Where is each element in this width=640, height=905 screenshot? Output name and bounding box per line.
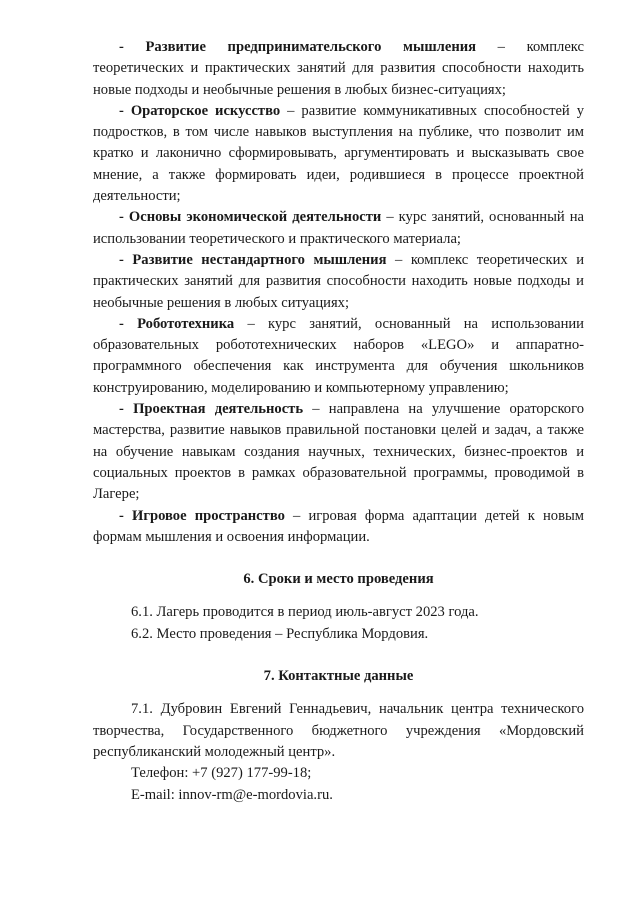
spacer bbox=[93, 548, 584, 569]
item-title: - Игровое пространство bbox=[119, 507, 285, 524]
section-7-paragraph-1: 7.1. Дубровин Евгений Геннадьевич, начальник центра технического творчества, Государственного бюджетного учреждения «Мордовский республиканский молодежный центр». bbox=[93, 701, 584, 760]
spacer bbox=[93, 590, 584, 602]
contact-phone: Телефон: +7 (927) 177-99-18; bbox=[131, 765, 312, 782]
contact-email: E-mail: innov-rm@e-mordovia.ru. bbox=[131, 786, 333, 803]
item-text: – игровая форма адаптации детей к новым формам мышления и освоения информации. bbox=[93, 507, 584, 545]
list-item bbox=[93, 250, 584, 314]
spacer bbox=[93, 687, 584, 699]
section-6-paragraph-2: 6.2. Место проведения – Республика Мордовия. bbox=[131, 625, 429, 642]
item-title: - Ораторское искусство bbox=[119, 102, 281, 119]
list-item bbox=[93, 37, 584, 101]
item-title: - Развитие предпринимательского мышления bbox=[119, 39, 477, 55]
item-text: – комплекс теоретических и практических занятий для развития способности находить новые подходы и необычные решения в любых бизнес-ситуациях; bbox=[93, 39, 584, 98]
item-text: – курс занятий, основанный на использовании теоретического и практического материала; bbox=[93, 209, 584, 247]
item-text: – направлена на улучшение ораторского мастерства, развитие навыков правильной постановки целей и задач, а также на обучение навыкам создания научных, технических, бизнес-проектов и социальных проектов в рамках образовательной программы, проводимой в Лагере; bbox=[93, 401, 585, 503]
list-item bbox=[93, 207, 584, 250]
section-6-paragraph-1: 6.1. Лагерь проводится в период июль-август 2023 года. bbox=[131, 604, 479, 621]
list-item bbox=[93, 506, 584, 549]
item-text: – комплекс теоретических и практических занятий для развития способности находить новые подходы и необычные решения в любых ситуациях; bbox=[93, 251, 585, 311]
item-title: - Робототехника bbox=[119, 315, 235, 332]
spacer bbox=[93, 645, 584, 666]
item-title: - Проектная деятельность bbox=[119, 401, 304, 418]
document-body bbox=[93, 37, 584, 806]
list-item bbox=[93, 399, 584, 505]
list-item bbox=[93, 101, 584, 207]
item-title: - Развитие нестандартного мышления bbox=[119, 251, 387, 268]
section-7-heading: 7. Контактные данные bbox=[263, 668, 414, 685]
section-6-heading: 6. Сроки и место проведения bbox=[243, 571, 434, 588]
list-item bbox=[93, 314, 584, 399]
item-text: – курс занятий, основанный на использовании образовательных робототехнических наборов «LEGO» и аппаратно-программного обеспечения как инструмента для обучения школьников конструированию, моделированию и компьютерному управлению; bbox=[93, 315, 584, 396]
item-text: – развитие коммуникативных способностей у подростков, в том числе навыков выступления на публике, что позволит им кратко и лаконично сформировывать, аргументировать и высказывать свое мнение, а также формировать идеи, родившиеся в процессе проектной деятельности; bbox=[93, 102, 584, 205]
item-title: - Основы экономической деятельности bbox=[119, 209, 382, 226]
